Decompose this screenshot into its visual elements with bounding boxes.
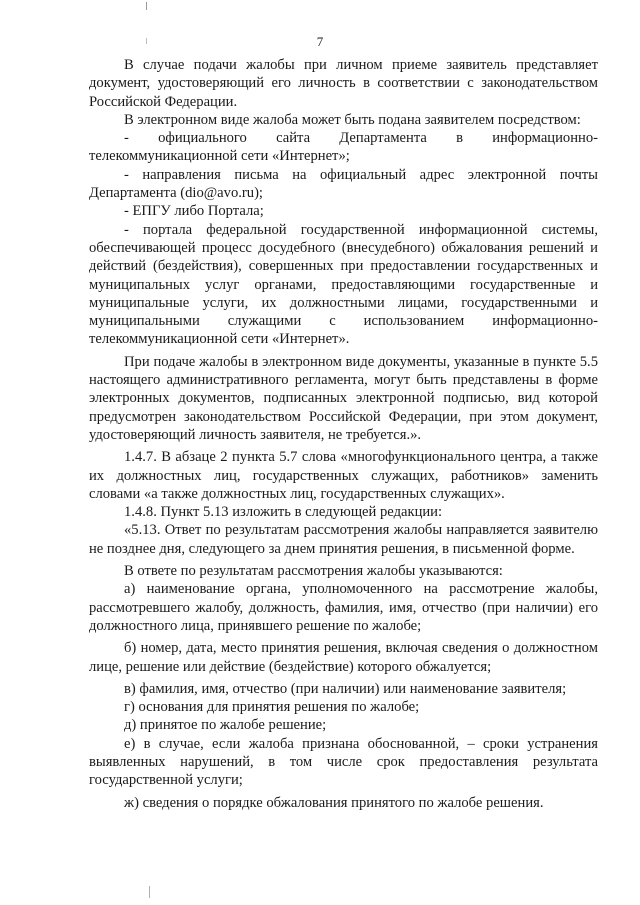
paragraph: - портала федеральной государственной информационной системы, обеспечивающей процесс досудебного (внесудебного) обжалования решений и действий (бездействия), совершенных при предоставлении государственных и муниципальных услуг органами, предоставляющими государственные и муниципальные услуги, их должностными лицами, государственными и муниципальными служащими с использованием информационно-телекоммуникационной сети «Интернет». xyxy=(89,221,598,348)
paragraph: г) основания для принятия решения по жалобе; xyxy=(124,699,420,716)
paragraph: - официального сайта Департамента в информационно-телекоммуникационной сети «Интернет»; xyxy=(89,130,598,165)
paragraph: ж) сведения о порядке обжалования принятого по жалобе решения. xyxy=(124,794,544,811)
paragraph: При подаче жалобы в электронном виде документы, указанные в пункте 5.5 настоящего административного регламента, могут быть представлены в форме электронных документов, подписанных электронной подписью, вид которой предусмотрен законодательством Российской Федерации, при этом документ, удостоверяющий личность заявителя, не требуется.». xyxy=(89,353,598,443)
paragraph: 1.4.8. Пункт 5.13 изложить в следующей редакции: xyxy=(124,504,443,521)
paragraph: б) номер, дата, место принятия решения, включая сведения о должностном лице, решение или действие (бездействие) которого обжалуется; xyxy=(89,640,598,675)
paragraph: - ЕПГУ либо Портала; xyxy=(124,203,264,220)
paragraph: в) фамилия, имя, отчество (при наличии) или наименование заявителя; xyxy=(124,680,567,697)
document-body xyxy=(89,56,598,812)
scan-mark xyxy=(149,886,150,898)
paragraph: - направления письма на официальный адрес электронной почты Департамента (dio@avo.ru); xyxy=(89,166,598,202)
paragraph: В электронном виде жалоба может быть подана заявителем посредством: xyxy=(124,111,581,128)
paragraph: 1.4.7. В абзаце 2 пункта 5.7 слова «многофункционального центра, а также их должностных лиц, государственных служащих, работников» заменить словами «а также должностных лиц, государственных служащих». xyxy=(89,449,598,502)
scan-mark xyxy=(146,2,147,10)
page-number: 7 xyxy=(316,34,324,49)
paragraph: е) в случае, если жалоба признана обоснованной, – сроки устранения выявленных нарушений, в том числе срок предоставления результата государственной услуги; xyxy=(89,735,598,789)
paragraph: В случае подачи жалобы при личном приеме заявитель представляет документ, удостоверяющий его личность в соответствии с законодательством Российской Федерации. xyxy=(89,57,598,110)
paragraph: а) наименование органа, уполномоченного на рассмотрение жалобы, рассмотревшего жалобу, должность, фамилия, имя, отчество (при наличии) его должностного лица, принявшего решение по жалобе; xyxy=(89,581,598,634)
paragraph: В ответе по результатам рассмотрения жалобы указываются: xyxy=(124,563,503,580)
paragraph: «5.13. Ответ по результатам рассмотрения жалобы направляется заявителю не позднее дня, следующего за днем принятия решения, в письменной форме. xyxy=(89,522,598,557)
paragraph: д) принятое по жалобе решение; xyxy=(124,717,327,734)
